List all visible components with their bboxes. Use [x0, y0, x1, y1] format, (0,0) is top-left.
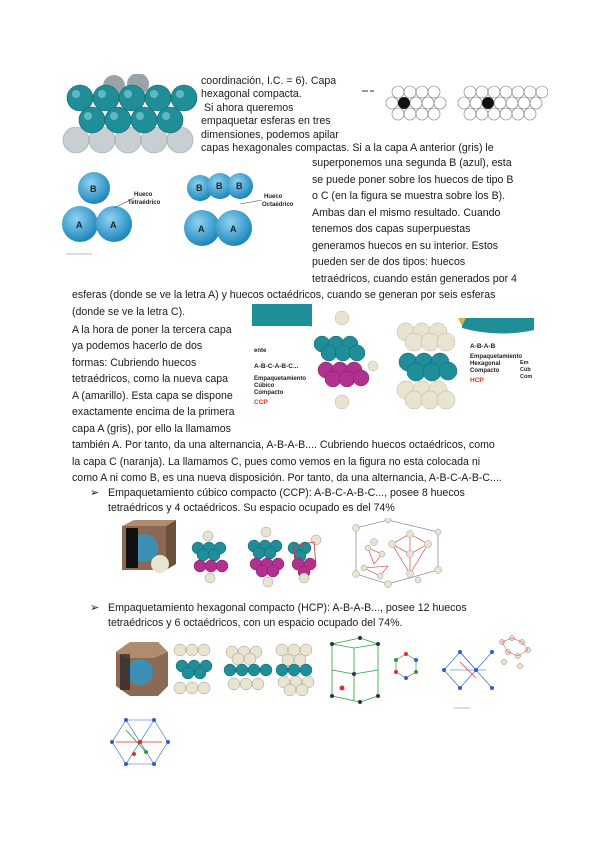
ccp-layers-figure	[252, 304, 388, 426]
label-tetraedrico: Tetraédrico	[128, 200, 161, 206]
hcp-name-line3: Compacto	[470, 368, 500, 374]
text-line: Empaquetamiento hexagonal compacto (HCP): A-B-A-B..., posee 12 huecos	[108, 602, 467, 614]
hcp-figures-row	[110, 630, 536, 712]
ccp-figures-row	[118, 518, 448, 590]
ccp-label-fragment: ente	[254, 348, 267, 354]
text-line: Empaquetamiento cúbico compacto (CCP): A-B-C-A-B-C..., posee 8 huecos	[108, 487, 465, 499]
label-b: B	[196, 183, 203, 193]
hcp-layers-figure	[394, 318, 534, 428]
text-line: como A ni como B, es una nueva disposición. Por tanto, da una alternancia, A-B-C-A-B-C....	[72, 472, 502, 484]
label-a: A	[110, 220, 117, 230]
label-b: B	[216, 181, 223, 191]
text-line: capas hexagonales compactas. Si a la capa A anterior (gris) le	[201, 142, 494, 154]
label-a: A	[76, 220, 83, 230]
hcp-abbr-label: HCP	[470, 377, 484, 384]
hexagonal-pattern-figure	[360, 84, 548, 130]
text-line: ya podemos hacerlo de dos	[72, 340, 203, 352]
text-line: (donde se ve la letra C).	[72, 306, 186, 318]
bullet-marker-icon: ➢	[90, 487, 100, 499]
label-octaedrico: Octaédrico	[262, 202, 294, 208]
label-hueco: Hueco	[264, 194, 283, 200]
text-line: tetraédricos y 4 octaédricos. Su espacio ocupado es del 74%	[108, 502, 395, 514]
stacked-layers-figure	[62, 74, 200, 156]
text-line: capa A (gris), por ello la llamamos	[72, 423, 231, 435]
ccp-sequence-label: A-B-C-A-B-C...	[254, 363, 299, 370]
text-line: tetraédricos, como la nueva capa	[72, 373, 229, 385]
text-line: tenemos dos capas superpuestas	[312, 223, 471, 235]
ccp-name-line2: Cúbico	[254, 383, 275, 389]
label-a: A	[198, 224, 205, 234]
octahedral-hole-figure	[184, 164, 304, 256]
text-line: se puede poner sobre los huecos de tipo B	[312, 174, 514, 186]
ccp-abbr-label: CCP	[254, 399, 268, 406]
tetrahedral-hole-figure	[62, 168, 182, 256]
text-line: esferas (donde se ve la letra A) y huecos octaédricos, cuando se generan por seis esferas	[72, 289, 496, 301]
label-b: B	[90, 184, 97, 194]
bullet-marker-icon: ➢	[90, 602, 100, 614]
text-line: dimensiones, podemos apilar	[201, 129, 339, 141]
text-line: pueden ser de dos tipos: huecos	[312, 256, 466, 268]
text-line: superponemos una segunda B (azul), esta	[312, 157, 512, 169]
text-line: Ambas dan el mismo resultado. Cuando	[312, 207, 501, 219]
label-hueco: Hueco	[134, 192, 153, 198]
label-a: A	[230, 224, 237, 234]
text-line: generamos huecos en su interior. Estos	[312, 240, 499, 252]
text-line: A (amarillo). Esta capa se dispone	[72, 390, 233, 402]
text-line: hexagonal compacta.	[201, 88, 302, 100]
label-b: B	[236, 181, 243, 191]
hcp-name-line1: Empaquetamiento	[470, 354, 523, 360]
hcp-lattice-projection-figure	[106, 712, 176, 774]
hcp-label-fragment: Em	[520, 360, 529, 366]
text-line: Si ahora queremos	[201, 102, 294, 114]
text-line: coordinación, I.C. = 6). Capa	[201, 75, 337, 87]
text-line: empaquetar esferas en tres	[201, 115, 331, 127]
ccp-name-line1: Empaquetamiento	[254, 376, 307, 382]
text-line: A la hora de poner la tercera capa	[72, 324, 232, 336]
hcp-label-fragment: Com	[520, 374, 533, 380]
text-line: formas: Cubriendo huecos	[72, 357, 197, 369]
text-line: tetraédricos y 6 octaédricos, con un espacio ocupado del 74%.	[108, 617, 403, 629]
ccp-name-line3: Compacto	[254, 390, 284, 396]
text-line: también A. Por tanto, da una alternancia, A-B-A-B.... Cubriendo huecos octaédricos, como	[72, 439, 495, 451]
hcp-sequence-label: A-B-A-B	[470, 343, 496, 350]
text-line: tetraédricos, cuando están generados por 4	[312, 273, 517, 285]
text-line: o C (en la figura se muestra sobre los B).	[312, 190, 506, 202]
text-line: exactamente encima de la primera	[72, 406, 235, 418]
hcp-label-fragment: Cúb	[520, 367, 531, 373]
hcp-name-line2: Hexagonal	[470, 361, 501, 367]
text-line: la capa C (naranja). La llamamos C, pues como vemos en la figura no esta colocada ni	[72, 456, 481, 468]
